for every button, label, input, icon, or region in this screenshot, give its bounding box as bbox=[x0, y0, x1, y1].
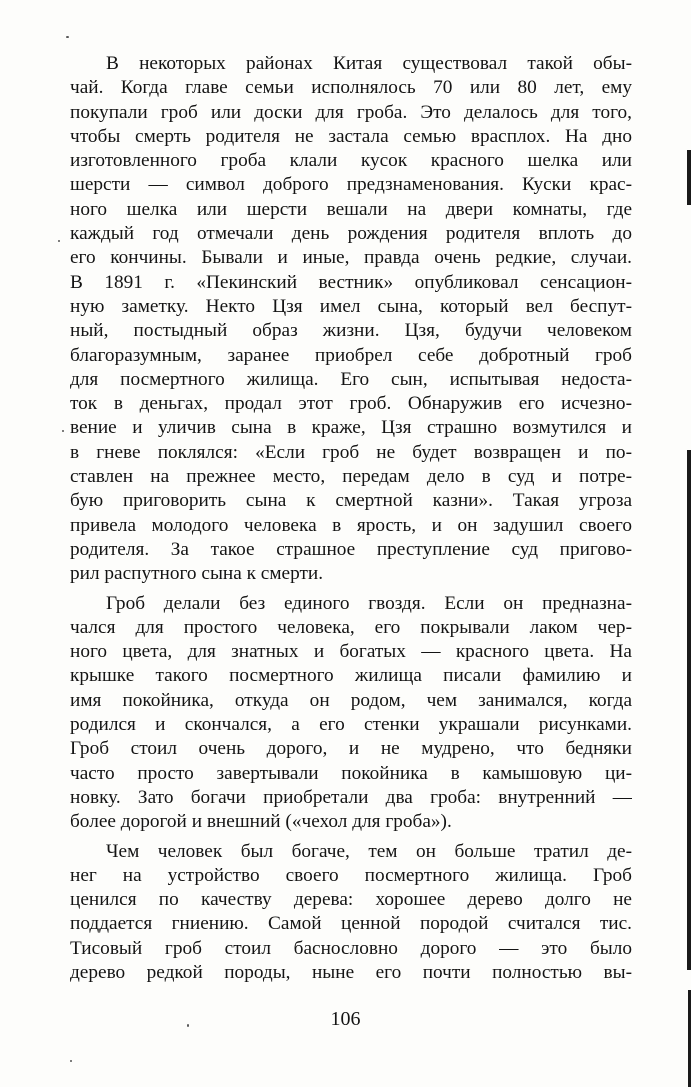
scan-edge-mark bbox=[687, 450, 691, 970]
text-line: чтобы смерть родителя не застала семью врасплох. На дно bbox=[70, 125, 632, 147]
text-line: в гневе поклялся: «Если гроб не будет возвращен и по- bbox=[70, 441, 632, 463]
paragraph bbox=[70, 592, 632, 835]
paragraph bbox=[70, 840, 632, 986]
text-line: В 1891 г. «Пекинский вестник» опубликовал сенсацион- bbox=[70, 271, 632, 293]
text-line: родителя. За такое страшное преступление суд пригово- bbox=[70, 538, 632, 560]
text-line: Тисовый гроб стоил баснословно дорого — это было bbox=[70, 937, 632, 959]
text-line: бую приговорить сына к смертной казни». Такая угроза bbox=[70, 490, 632, 512]
text-line: покупали гроб или доски для гроба. Это делалось для того, bbox=[70, 101, 632, 123]
text-line: каждый год отмечали день рождения родителя вплоть до bbox=[70, 223, 632, 245]
text-line: поддается гниению. Самой ценной породой считался тис. bbox=[70, 913, 632, 935]
scan-speck bbox=[62, 430, 64, 432]
text-line: изготовленного гроба клали кусок красного шелка или bbox=[70, 150, 632, 172]
text-line: более дорогой и внешний («чехол для гроба»). bbox=[70, 811, 452, 833]
text-line: нег на устройство своего посмертного жилища. Гроб bbox=[70, 864, 632, 886]
text-line: ценился по качеству дерева: хорошее дерево долго не bbox=[70, 889, 632, 911]
text-line: его кончины. Бывали и иные, правда очень редкие, случаи. bbox=[70, 247, 632, 269]
text-line: родился и скончался, а его стенки украшали рисунками. bbox=[70, 714, 632, 736]
paragraph bbox=[70, 52, 632, 587]
text-line: чался для простого человека, его покрывали лаком чер- bbox=[70, 616, 632, 638]
scan-speck bbox=[66, 36, 69, 38]
text-line: дерево редкой породы, ныне его почти полностью вы- bbox=[70, 961, 632, 983]
text-line: ную заметку. Некто Цзя имел сына, который вел беспут- bbox=[70, 295, 632, 317]
text-line: имя покойника, откуда он родом, чем занимался, когда bbox=[70, 689, 632, 711]
text-line: Гроб стоил очень дорого, и не мудрено, что бедняки bbox=[70, 738, 632, 760]
text-line: вение и уличив сына в краже, Цзя страшно возмутился и bbox=[70, 417, 632, 439]
text-line: ный, постыдный образ жизни. Цзя, будучи человеком bbox=[70, 320, 632, 342]
scan-speck bbox=[187, 1024, 189, 1027]
text-line: часто просто завертывали покойника в камышовую ци- bbox=[70, 762, 632, 784]
text-line: ставлен на прежнее место, передам дело в суд и потре- bbox=[70, 466, 632, 488]
text-line: рил распутного сына к смерти. bbox=[70, 563, 324, 585]
scan-speck bbox=[70, 1060, 72, 1062]
scan-speck bbox=[58, 240, 60, 242]
text-line: крышке такого посмертного жилища писали фамилию и bbox=[70, 665, 632, 687]
text-line: новку. Зато богачи приобретали два гроба: внутренний — bbox=[70, 786, 632, 808]
text-line: Чем человек был богаче, тем он больше тратил де- bbox=[106, 840, 632, 862]
text-line: для посмертного жилища. Его сын, испытывая недоста- bbox=[70, 368, 632, 390]
text-line: Гроб делали без единого гвоздя. Если он предназна- bbox=[106, 592, 632, 614]
text-line: ного цвета, для знатных и богатых — красного цвета. На bbox=[70, 641, 632, 663]
text-line: привела молодого человека в ярость, и он задушил своего bbox=[70, 514, 632, 536]
scan-edge-mark bbox=[687, 150, 691, 205]
text-line: В некоторых районах Китая существовал такой обы- bbox=[106, 53, 632, 74]
text-line: ток в деньгах, продал этот гроб. Обнаружив его исчезно- bbox=[70, 393, 632, 415]
text-line: благоразумным, заранее приобрел себе добротный гроб bbox=[70, 344, 632, 366]
body-text bbox=[70, 52, 632, 985]
text-line: чай. Когда главе семьи исполнялось 70 или 80 лет, ему bbox=[70, 77, 632, 99]
page-number: 106 bbox=[330, 1008, 361, 1030]
text-line: ного шелка или шерсти вешали на двери комнаты, где bbox=[70, 198, 632, 220]
text-line: шерсти — символ доброго предзнаменования. Куски крас- bbox=[70, 174, 632, 196]
